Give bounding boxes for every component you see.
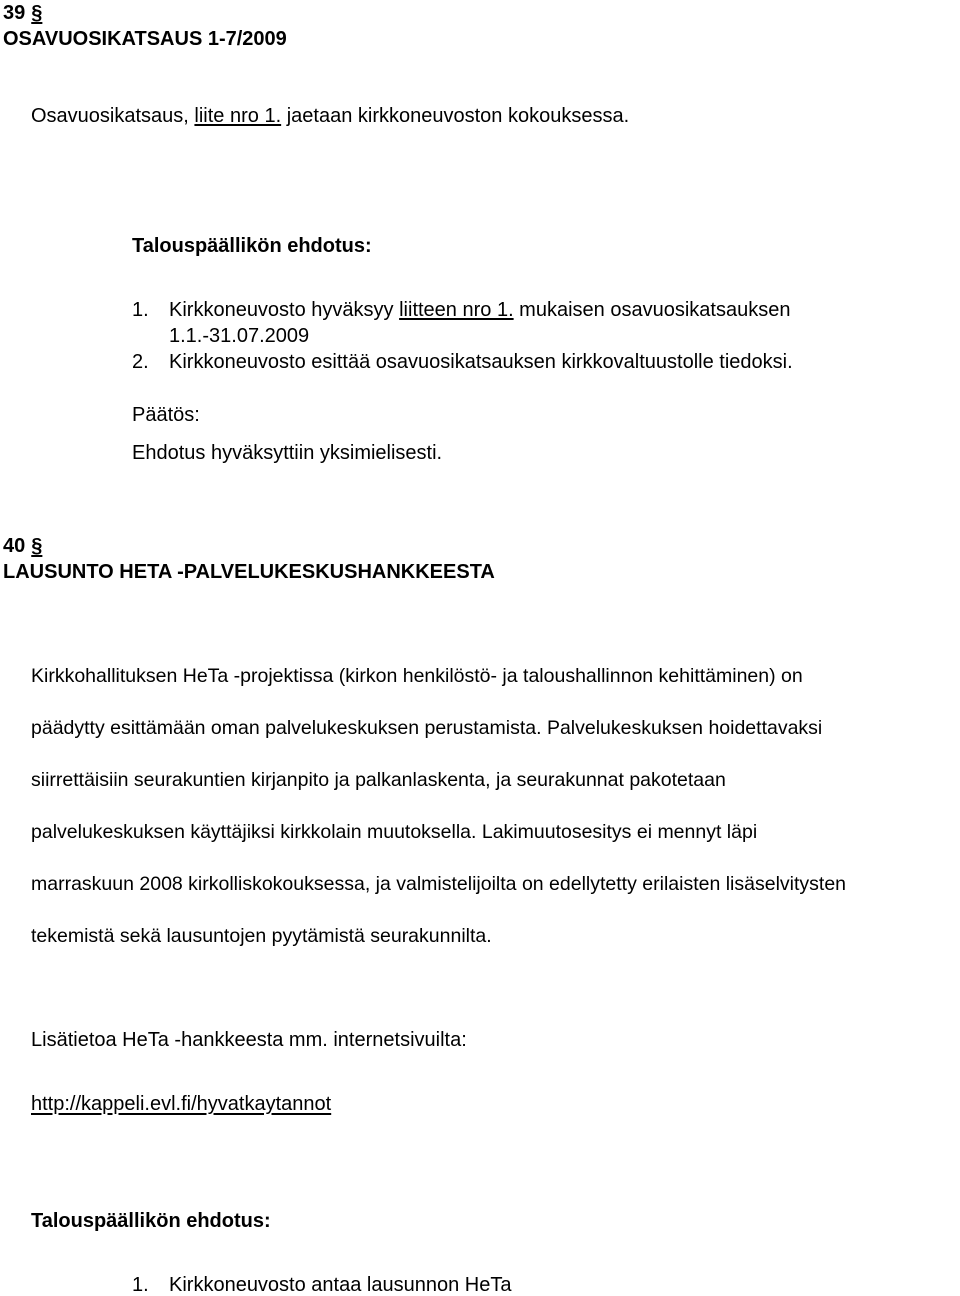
item-number: 1. bbox=[132, 299, 149, 321]
more-info-text: Lisätietoa HeTa -hankkeesta mm. internetsivuilta: bbox=[31, 1029, 467, 1051]
paragraph-line: päädytty esittämään oman palvelukeskuksen perustamista. Palvelukeskuksen hoidettavaksi bbox=[31, 717, 823, 739]
section-39-intro bbox=[31, 106, 629, 126]
paragraph-line: Kirkkohallituksen HeTa -projektissa (kirkon henkilöstö- ja taloushallinnon kehittäminen) on bbox=[31, 665, 803, 687]
section-sign: § bbox=[31, 2, 43, 24]
section-sign: § bbox=[31, 535, 43, 557]
proposal-item-1 bbox=[132, 300, 149, 320]
section-40-item-1-text: Kirkkoneuvosto antaa lausunnon HeTa bbox=[169, 1274, 512, 1296]
item-text-before: Kirkkoneuvosto hyväksyy bbox=[169, 299, 400, 321]
paragraph-line: siirrettäisiin seurakuntien kirjanpito ja palkanlaskenta, ja seurakunnat pakotetaan bbox=[31, 769, 726, 791]
section-40-number-line bbox=[3, 536, 42, 556]
intro-text-after: jaetaan kirkkoneuvoston kokouksessa. bbox=[281, 105, 630, 127]
attachment-link[interactable]: liitteen nro 1. bbox=[399, 299, 514, 321]
item-text-after: mukaisen osavuosikatsauksen bbox=[513, 299, 791, 321]
website-link-wrapper bbox=[31, 1094, 331, 1114]
section-40-proposal-heading: Talouspäällikön ehdotus: bbox=[31, 1210, 271, 1232]
intro-text-before: Osavuosikatsaus, bbox=[31, 105, 195, 127]
decision-text: Ehdotus hyväksyttiin yksimielisesti. bbox=[132, 442, 443, 464]
proposal-item-1-continuation: 1.1.-31.07.2009 bbox=[169, 325, 310, 347]
section-39-number-line bbox=[3, 3, 42, 23]
proposal-item-2-text: Kirkkoneuvosto esittää osavuosikatsauksen kirkkovaltuustolle tiedoksi. bbox=[169, 351, 793, 373]
attachment-link[interactable]: liite nro 1. bbox=[194, 105, 282, 127]
paragraph-line: palvelukeskuksen käyttäjiksi kirkkolain muutoksella. Lakimuutosesitys ei mennyt läpi bbox=[31, 821, 758, 843]
section-39-number: 39 bbox=[3, 2, 26, 24]
paragraph-line: marraskuun 2008 kirkolliskokouksessa, ja valmistelijoilta on edellytetty erilaisten lisäselvitysten bbox=[31, 873, 847, 895]
section-39-proposal-heading: Talouspäällikön ehdotus: bbox=[132, 235, 372, 257]
proposal-item-2-number: 2. bbox=[132, 351, 149, 373]
section-40-title: LAUSUNTO HETA -PALVELUKESKUSHANKKEESTA bbox=[3, 561, 495, 583]
section-39-title: OSAVUOSIKATSAUS 1-7/2009 bbox=[3, 28, 287, 50]
proposal-item-1-text bbox=[169, 300, 790, 320]
decision-heading: Päätös: bbox=[132, 404, 200, 426]
section-40-item-1-number: 1. bbox=[132, 1274, 149, 1296]
website-link[interactable]: http://kappeli.evl.fi/hyvatkaytannot bbox=[31, 1093, 332, 1115]
section-40-number: 40 bbox=[3, 535, 26, 557]
paragraph-line: tekemistä sekä lausuntojen pyytämistä seurakunnilta. bbox=[31, 925, 492, 947]
